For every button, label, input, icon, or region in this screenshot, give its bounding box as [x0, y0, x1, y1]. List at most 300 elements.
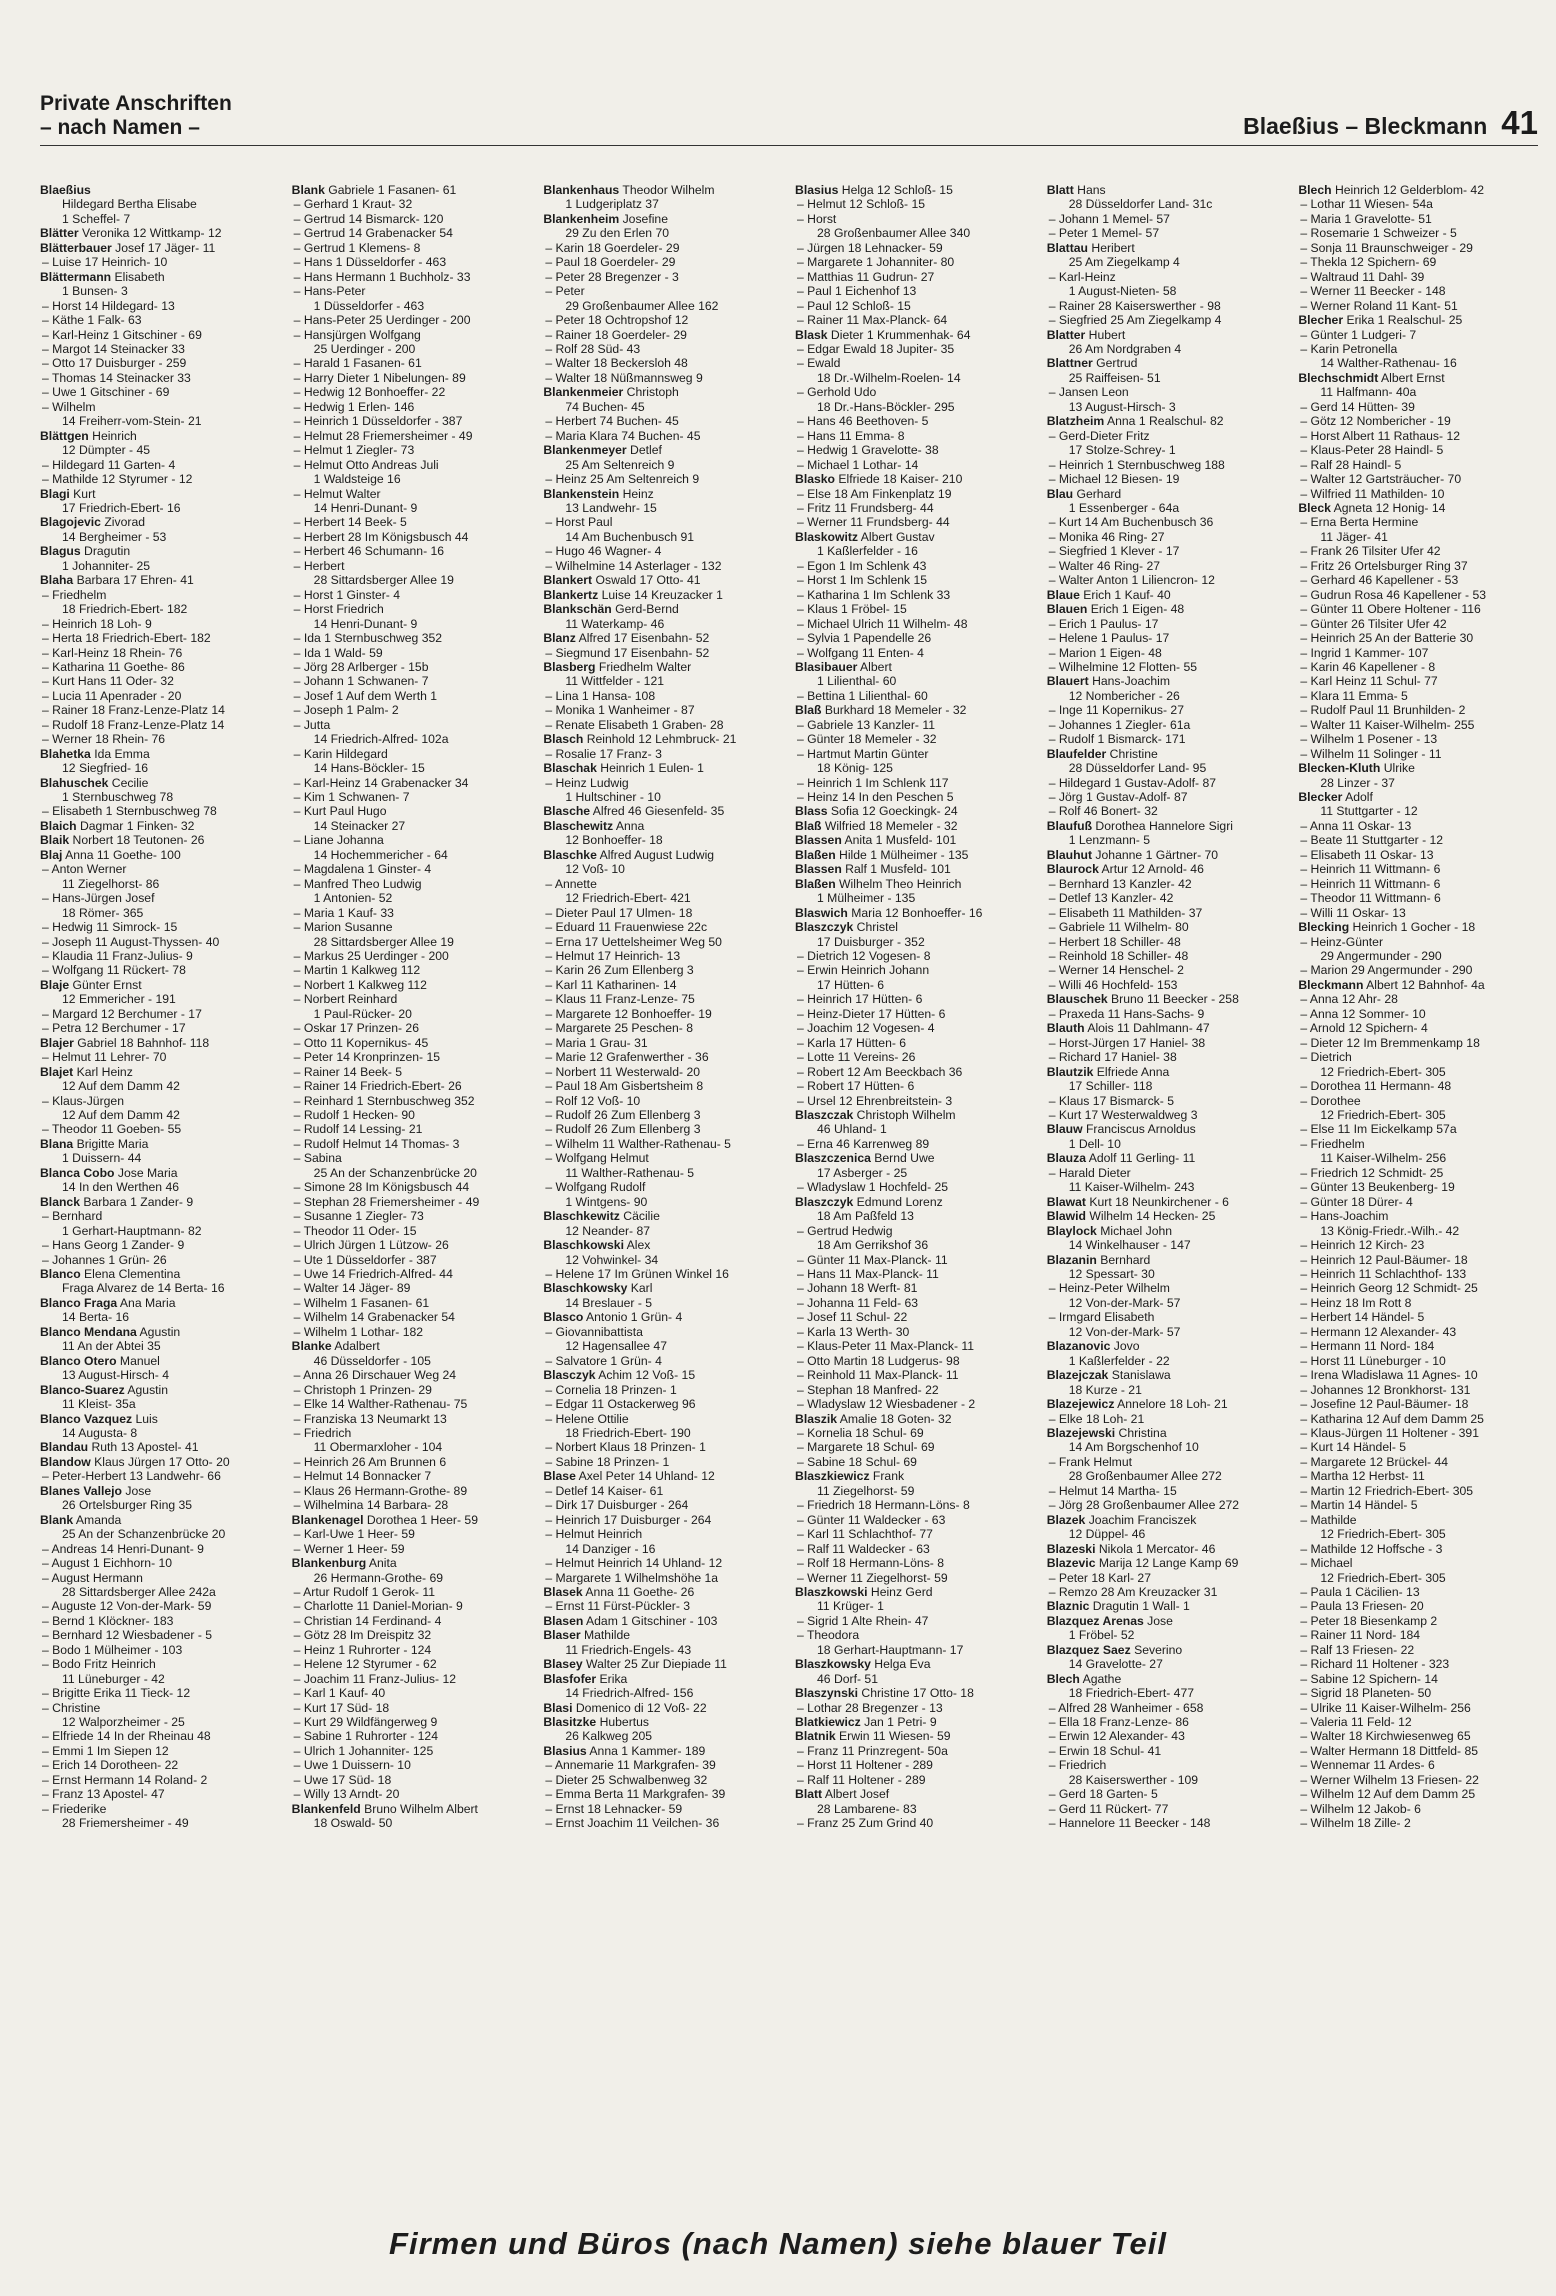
- directory-entry-line: – Wennemar 11 Ardes- 6: [1300, 1758, 1435, 1773]
- directory-entry-line: Blankenheim Josefine: [543, 211, 668, 226]
- directory-entry-line: – Norbert Reinhard: [293, 992, 398, 1007]
- directory-entry-line: – Hans 1 Düsseldorfer - 463: [293, 255, 447, 270]
- directory-entry-line: – Ute 1 Düsseldorfer - 387: [293, 1252, 437, 1267]
- directory-entry-line: 14 In den Werthen 46: [62, 1180, 179, 1195]
- directory-entry-line: 29 Angermunder - 290: [1320, 949, 1442, 964]
- directory-entry-line: 17 Asberger - 25: [817, 1165, 908, 1180]
- surname: Blatt: [795, 1787, 823, 1802]
- directory-entry-line: Blassen Anita 1 Musfeld- 101: [795, 833, 957, 848]
- directory-entry-line: Blätterbauer Josef 17 Jäger- 11: [40, 240, 216, 255]
- surname: Blana: [40, 1136, 74, 1151]
- directory-entry-line: – Sabine 18 Prinzen- 1: [545, 1454, 670, 1469]
- directory-entry-line: – Anna 11 Oskar- 13: [1300, 818, 1412, 833]
- directory-entry-line: – Wilhelm 12 Jakob- 6: [1300, 1801, 1421, 1816]
- directory-entry-line: – Richard 11 Holtener - 323: [1300, 1657, 1450, 1672]
- directory-entry-line: – Hans-Joachim: [1300, 1209, 1389, 1224]
- surname: Blaszczak: [795, 1108, 854, 1122]
- surname: Blazevic: [1046, 1556, 1096, 1571]
- directory-entry-line: – Markus 25 Uerdinger - 200: [293, 949, 449, 964]
- directory-entry-line: – Bodo Fritz Heinrich: [42, 1657, 156, 1672]
- directory-entry-line: – Walter 18 Beckersloh 48: [545, 356, 688, 371]
- directory-entry-line: – Horst Albert 11 Rathaus- 12: [1300, 428, 1461, 443]
- directory-entry-line: – Hugo 46 Wagner- 4: [545, 544, 662, 559]
- directory-entry-line: – Heinz 25 Am Seltenreich 9: [545, 472, 700, 487]
- surname: Blaszczyk: [795, 1194, 854, 1209]
- surname: Blasch: [543, 732, 584, 747]
- directory-entry-line: Blagi Kurt: [40, 486, 96, 501]
- directory-entry-line: – Helmut 12 Schloß- 15: [797, 197, 926, 212]
- directory-entry-line: Blaszczyk Edmund Lorenz: [795, 1194, 943, 1209]
- directory-entry-line: – Wilhelm 14 Grabenacker 54: [293, 1310, 455, 1325]
- directory-entry-line: – Rainer 28 Kaiserswerther - 98: [1048, 298, 1221, 313]
- directory-entry-line: – Irmgard Elisabeth: [1048, 1310, 1155, 1325]
- directory-entry-line: – Günter 18 Dürer- 4: [1300, 1194, 1413, 1209]
- directory-entry-line: Blaswich Maria 12 Bonhoeffer- 16: [795, 905, 983, 920]
- directory-entry-line: – Emma Berta 11 Markgrafen- 39: [545, 1787, 726, 1802]
- directory-entry-line: 11 Wittfelder - 121: [565, 674, 665, 689]
- surname: Blankert: [543, 573, 593, 588]
- directory-entry-line: – Manfred Theo Ludwig: [293, 876, 422, 891]
- directory-entry-line: – Karin 46 Kapellener - 8: [1300, 659, 1436, 674]
- directory-entry-line: Blatt Albert Josef: [795, 1787, 890, 1802]
- directory-entry-line: – Rolf 46 Bonert- 32: [1048, 804, 1158, 819]
- directory-entry-line: – Walter 14 Jäger- 89: [293, 1281, 411, 1296]
- directory-entry-line: – Horst 11 Holtener - 289: [797, 1758, 933, 1773]
- directory-entry-line: 12 Bonhoeffer- 18: [565, 833, 663, 848]
- directory-entry-line: – Gerhard 46 Kapellener - 53: [1300, 573, 1459, 588]
- directory-entry-line: Blaszkowski Heinz Gerd: [795, 1584, 933, 1599]
- surname: Blanco Vazquez: [40, 1411, 133, 1426]
- directory-entry-line: Blandau Ruth 13 Apostel- 41: [40, 1440, 199, 1455]
- directory-entry-line: 25 Uerdinger - 200: [313, 341, 416, 356]
- surname: Blasczyk: [543, 1368, 596, 1383]
- surname: Blauen: [1046, 602, 1088, 617]
- directory-entry-line: Blahuschek Cecilie: [40, 775, 149, 790]
- directory-entry-line: – Dietrich: [1300, 1050, 1352, 1065]
- directory-entry-line: – Theodor 11 Oder- 15: [293, 1223, 417, 1238]
- directory-entry-line: – Sonja 11 Braunschweiger - 29: [1300, 240, 1473, 255]
- surname: Blaufelder: [1046, 746, 1107, 761]
- directory-entry-line: – Helmut 17 Heinrich- 13: [545, 949, 681, 964]
- directory-entry-line: 17 Duisburger - 352: [817, 934, 925, 949]
- directory-entry-line: – Brigitte Erika 11 Tieck- 12: [42, 1686, 191, 1701]
- surname: Blecker: [1298, 790, 1343, 805]
- directory-entry-line: – Detlef 13 Kanzler- 42: [1048, 891, 1174, 906]
- surname: Blasibauer: [795, 659, 858, 674]
- directory-entry-line: – Sabine 18 Schul- 69: [797, 1454, 917, 1469]
- directory-entry-line: 17 Hütten- 6: [817, 977, 885, 992]
- directory-entry-line: – Heinrich 1 Sternbuschweg 188: [1048, 457, 1225, 472]
- directory-entry-line: – Jansen Leon: [1048, 385, 1129, 400]
- surname: Blech: [1046, 1671, 1080, 1686]
- directory-entry-line: 18 Friedrich-Ebert- 182: [62, 602, 188, 617]
- directory-entry-line: Blaylock Michael John: [1046, 1223, 1173, 1238]
- directory-entry-line: – Margarete 1 Johanniter- 80: [797, 255, 955, 270]
- directory-entry-line: – Werner Wilhelm 13 Friesen- 22: [1300, 1772, 1479, 1787]
- directory-entry-line: – Theodor 11 Wittmann- 6: [1300, 891, 1441, 906]
- surname: Blankenmeier: [543, 385, 624, 400]
- directory-entry-line: – Rosalie 17 Franz- 3: [545, 746, 662, 761]
- directory-entry-line: Blankenmeier Christoph: [543, 385, 679, 400]
- surname: Blauza: [1046, 1151, 1086, 1166]
- surname: Blawat: [1046, 1194, 1086, 1209]
- directory-entry-line: – Stephan 28 Friemersheimer - 49: [293, 1194, 480, 1209]
- directory-entry-line: – Auguste 12 Von-der-Mark- 59: [42, 1599, 212, 1614]
- directory-entry-line: Blatzheim Anna 1 Realschul- 82: [1046, 414, 1224, 429]
- directory-entry-line: – Maria Klara 74 Buchen- 45: [545, 428, 701, 443]
- directory-entry-line: – Wilfried 11 Mathilden- 10: [1300, 486, 1445, 501]
- directory-entry-line: 25 An der Schanzenbrücke 20: [313, 1165, 477, 1180]
- directory-entry-line: – Wilhelm 1 Lothar- 182: [293, 1324, 424, 1339]
- surname: Blaznic: [1046, 1599, 1090, 1614]
- directory-entry-line: – Karl-Heinz 14 Grabenacker 34: [293, 775, 469, 790]
- directory-entry-line: – Monika 46 Ring- 27: [1048, 529, 1165, 544]
- directory-entry-line: Blanco Vazquez Luis: [40, 1411, 158, 1426]
- directory-entry-line: – Inge 11 Kopernikus- 27: [1048, 703, 1184, 718]
- directory-entry-line: – Marie 12 Grafenwerther - 36: [545, 1050, 709, 1065]
- directory-entry-line: – Wilhelmine 12 Flotten- 55: [1048, 659, 1198, 674]
- directory-entry-line: – Maria 1 Gravelotte- 51: [1300, 211, 1432, 226]
- directory-entry-line: – Christian 14 Ferdinand- 4: [293, 1613, 442, 1628]
- directory-entry-line: Blagojevic Zivorad: [40, 515, 145, 530]
- directory-entry-line: 11 Krüger- 1: [817, 1599, 884, 1614]
- surname: Blanco Mendana: [40, 1324, 137, 1339]
- surname: Blasius: [795, 183, 839, 197]
- directory-entry-line: – Jörg 1 Gustav-Adolf- 87: [1048, 790, 1188, 805]
- surname: Blasen: [543, 1613, 584, 1628]
- directory-entry-line: – Josef 1 Auf dem Werth 1: [293, 688, 438, 703]
- directory-entry-line: 1 Bunsen- 3: [62, 284, 128, 299]
- surname: Blanca Cobo: [40, 1165, 115, 1180]
- surname: Blandow: [40, 1454, 91, 1469]
- directory-entry-line: – Otto 17 Duisburger - 259: [42, 356, 187, 371]
- directory-entry-line: – Reinhold 11 Max-Planck- 11: [797, 1368, 959, 1383]
- directory-entry-line: Blandow Klaus Jürgen 17 Otto- 20: [40, 1454, 230, 1469]
- directory-column-6: [1298, 183, 1538, 2128]
- directory-entry-line: – Renate Elisabeth 1 Graben- 28: [545, 717, 724, 732]
- directory-entry-line: – August 1 Eichhorn- 10: [42, 1556, 173, 1571]
- surname: Blaschke: [543, 847, 597, 862]
- directory-entry-line: Blanck Barbara 1 Zander- 9: [40, 1194, 194, 1209]
- directory-entry-line: Blattner Gertrud: [1046, 356, 1138, 371]
- directory-entry-line: – Kurt 14 Händel- 5: [1300, 1440, 1407, 1455]
- surname: Bleck: [1298, 500, 1331, 515]
- directory-entry-line: – Paul 1 Eichenhof 13: [797, 284, 917, 299]
- directory-entry-line: – Dieter 12 Im Bremmenkamp 18: [1300, 1035, 1480, 1050]
- directory-entry-line: 12 Auf dem Damm 42: [62, 1079, 180, 1094]
- directory-entry-line: – Karl 11 Katharinen- 14: [545, 977, 677, 992]
- directory-entry-line: 1 Duissern- 44: [62, 1151, 142, 1166]
- directory-entry-line: 11 Ziegelhorst- 86: [62, 876, 160, 891]
- directory-entry-line: 12 Walporzheimer - 25: [62, 1715, 185, 1730]
- directory-entry-line: – Horst 1 Ginster- 4: [293, 587, 401, 602]
- surname: Blagi: [40, 486, 70, 501]
- directory-entry-line: 12 Friedrich-Ebert- 305: [1320, 1108, 1446, 1122]
- directory-entry-line: – Herbert 14 Händel- 5: [1300, 1310, 1425, 1325]
- directory-entry-line: – Hans Hermann 1 Buchholz- 33: [293, 269, 471, 284]
- surname: Blankenagel: [291, 1512, 364, 1527]
- directory-entry-line: – Günter 11 Obere Holtener - 116: [1300, 602, 1481, 617]
- surname: Blazquez Arenas: [1046, 1613, 1144, 1628]
- surname: Blasitzke: [543, 1715, 597, 1730]
- surname: Blaue: [1046, 587, 1080, 602]
- directory-entry-line: – Andreas 14 Henri-Dunant- 9: [42, 1541, 204, 1556]
- directory-entry-line: – Wladyslaw 1 Hochfeld- 25: [797, 1180, 949, 1195]
- directory-entry-line: – Martin 12 Friedrich-Ebert- 305: [1300, 1483, 1474, 1498]
- directory-entry-line: 18 Dr.-Hans-Böckler- 295: [817, 399, 955, 414]
- surname: Blaßen: [795, 847, 836, 862]
- directory-entry-line: – Rolf 28 Süd- 43: [545, 341, 641, 356]
- surname: Blasek: [543, 1584, 583, 1599]
- directory-entry-line: – Peter: [545, 284, 585, 299]
- directory-entry-line: – August Hermann: [42, 1570, 143, 1585]
- directory-entry-line: 13 August-Hirsch- 4: [62, 1368, 170, 1383]
- directory-entry-line: – Helmut 1 Ziegler- 73: [293, 443, 415, 458]
- directory-entry-line: – Wilhelmina 14 Barbara- 28: [293, 1498, 449, 1513]
- directory-entry-line: Blasitzke Hubertus: [543, 1715, 650, 1730]
- directory-entry-line: Blawat Kurt 18 Neunkirchener - 6: [1046, 1194, 1229, 1209]
- directory-entry-line: – Ursel 12 Ehrenbreitstein- 3: [797, 1093, 953, 1108]
- directory-entry-line: Blaje Günter Ernst: [40, 977, 142, 992]
- directory-entry-line: – Horst-Jürgen 17 Haniel- 38: [1048, 1035, 1206, 1050]
- directory-entry-line: Blatkiewicz Jan 1 Petri- 9: [795, 1715, 937, 1730]
- directory-entry-line: – Kurt 14 Am Buchenbusch 36: [1048, 515, 1214, 530]
- directory-entry-line: – Helmut Heinrich: [545, 1527, 643, 1542]
- directory-entry-line: – Heinrich 25 An der Batterie 30: [1300, 631, 1474, 646]
- directory-entry-line: – Johannes 12 Bronkhorst- 131: [1300, 1382, 1471, 1397]
- surname: Blankenhaus: [543, 183, 620, 197]
- directory-entry-line: 13 August-Hirsch- 3: [1068, 399, 1176, 414]
- directory-entry-line: – Reinhard 1 Sternbuschweg 352: [293, 1093, 475, 1108]
- directory-entry-line: Blasen Adam 1 Gitschiner - 103: [543, 1613, 718, 1628]
- directory-entry-line: 18 König- 125: [817, 761, 893, 776]
- surname: Bleckmann: [1298, 977, 1364, 992]
- directory-entry-line: – Wilhelm: [42, 399, 96, 414]
- directory-entry-line: – Irena Wladislawa 11 Agnes- 10: [1300, 1368, 1478, 1383]
- directory-entry-line: – Helene Ottilie: [545, 1411, 629, 1426]
- directory-entry-line: 1 Ludgeriplatz 37: [565, 197, 659, 212]
- directory-entry-line: Blaszynski Christine 17 Otto- 18: [795, 1686, 974, 1701]
- surname: Blagus: [40, 544, 81, 559]
- directory-entry-line: Blanke Adalbert: [291, 1339, 380, 1354]
- directory-entry-line: – Klaus 11 Franz-Lenze- 75: [545, 992, 695, 1007]
- directory-entry-line: Blaszczak Christoph Wilhelm: [795, 1108, 956, 1122]
- directory-entry-line: – Bodo 1 Mülheimer - 103: [42, 1642, 183, 1657]
- directory-entry-line: – Monika 1 Wanheimer - 87: [545, 703, 695, 718]
- directory-entry-line: – Günter 13 Beukenberg- 19: [1300, 1180, 1455, 1195]
- directory-entry-line: – Heinrich 1 Düsseldorfer - 387: [293, 414, 463, 429]
- directory-entry-line: – Karin Hildegard: [293, 746, 388, 761]
- directory-entry-line: – Martin 1 Kalkweg 112: [293, 963, 421, 978]
- surname: Blasfofer: [543, 1671, 597, 1686]
- surname: Blazanin: [1046, 1252, 1097, 1267]
- directory-entry-line: 28 Großenbaumer Allee 340: [817, 226, 971, 241]
- surname: Blankenheim: [543, 211, 620, 226]
- directory-entry-line: – Franz 25 Zum Grind 40: [797, 1816, 934, 1831]
- directory-entry-line: [40, 183, 280, 197]
- surname: Blanz: [543, 631, 576, 646]
- surname: Blaschkowsky: [543, 1281, 628, 1296]
- directory-entry-line: – Karl 1 Kauf- 40: [293, 1686, 386, 1701]
- directory-entry-line: – Martha 12 Herbst- 11: [1300, 1469, 1425, 1484]
- directory-entry-line: – Joseph 1 Palm- 2: [293, 703, 399, 718]
- directory-entry-line: – Dieter 25 Schwalbenweg 32: [545, 1772, 708, 1787]
- directory-entry-line: – Sigrid 1 Alte Rhein- 47: [797, 1613, 929, 1628]
- directory-entry-line: Blankenburg Anita: [291, 1556, 397, 1571]
- directory-entry-line: Blankenfeld Bruno Wilhelm Albert: [291, 1801, 478, 1816]
- directory-column-2: [292, 183, 532, 2128]
- directory-entry-line: – Annette: [545, 876, 597, 891]
- directory-column-4: [795, 183, 1035, 2128]
- directory-entry-line: – Wladyslaw 12 Wiesbadener - 2: [797, 1397, 976, 1412]
- directory-entry-line: – Hedwig 12 Bonhoeffer- 22: [293, 385, 446, 400]
- directory-entry-line: 1 Dell- 10: [1068, 1136, 1121, 1151]
- directory-entry-line: Blankertz Luise 14 Kreuzacker 1: [543, 587, 723, 602]
- directory-entry-line: – Anna 26 Dirschauer Weg 24: [293, 1368, 457, 1383]
- directory-entry-line: – Rainer 11 Nord- 184: [1300, 1628, 1421, 1643]
- directory-entry-line: – Rainer 14 Beek- 5: [293, 1064, 403, 1079]
- directory-entry-line: – Gabriele 11 Wilhelm- 80: [1048, 920, 1189, 935]
- directory-entry-line: – Waltraud 11 Dahl- 39: [1300, 269, 1425, 284]
- directory-entry-line: – Ewald: [797, 356, 841, 371]
- surname: Blankenfeld: [291, 1801, 361, 1816]
- directory-entry-line: – Ingrid 1 Kammer- 107: [1300, 645, 1429, 660]
- directory-entry-line: 74 Buchen- 45: [565, 399, 645, 414]
- header-name-range: Blaeßius – Bleckmann: [1243, 113, 1488, 139]
- directory-entry-line: 14 Danziger - 16: [565, 1541, 656, 1556]
- surname: Blaschkewitz: [543, 1209, 620, 1224]
- directory-entry-line: 12 Friedrich-Ebert- 421: [565, 891, 691, 906]
- directory-entry-line: – Beate 11 Stuttgarter - 12: [1300, 833, 1444, 848]
- directory-entry-line: – Heinrich 11 Wittmann- 6: [1300, 862, 1441, 877]
- directory-entry-line: – Hartmut Martin Günter: [797, 746, 929, 761]
- directory-entry-line: 12 Spessart- 30: [1068, 1266, 1155, 1281]
- directory-entry-line: – Rainer 14 Friedrich-Ebert- 26: [293, 1079, 462, 1094]
- directory-entry-line: – Walter 18 Kirchwiesenweg 65: [1300, 1729, 1471, 1744]
- directory-entry-line: Blech Heinrich 12 Gelderblom- 42: [1298, 183, 1484, 197]
- directory-entry-line: – Klaudia 11 Franz-Julius- 9: [42, 949, 193, 964]
- directory-entry-line: – Johannes 1 Ziegler- 61a: [1048, 717, 1191, 732]
- directory-entry-line: 14 Hochemmericher - 64: [313, 847, 448, 862]
- directory-entry-line: – Hermann 11 Nord- 184: [1300, 1339, 1435, 1354]
- directory-entry-line: Blatnik Erwin 11 Wiesen- 59: [795, 1729, 951, 1744]
- surname: Blauhut: [1046, 847, 1093, 862]
- directory-entry-line: – Rainer 18 Goerdeler- 29: [545, 327, 687, 342]
- directory-entry-line: – Horst 11 Lüneburger - 10: [1300, 1353, 1446, 1368]
- directory-entry-line: Blecken-Kluth Ulrike: [1298, 761, 1415, 776]
- directory-entry-line: – Harald 1 Fasanen- 61: [293, 356, 422, 371]
- directory-entry-line: – Günter 11 Waldecker - 63: [797, 1512, 946, 1527]
- directory-entry-line: – Klaus-Peter 11 Max-Planck- 11: [797, 1339, 975, 1354]
- directory-entry-line: Blanco Elena Clementina: [40, 1266, 181, 1281]
- directory-entry-line: – Bernhard: [42, 1209, 103, 1224]
- directory-entry-line: 12 Friedrich-Ebert- 305: [1320, 1064, 1446, 1079]
- surname: Blaik: [40, 833, 70, 848]
- surname: Blaj: [40, 847, 63, 862]
- surname: Blagojevic: [40, 515, 101, 530]
- directory-entry-line: 18 Friedrich-Ebert- 477: [1068, 1686, 1195, 1701]
- directory-entry-line: – Uwe 1 Gitschiner - 69: [42, 385, 170, 400]
- directory-entry-line: Blank Amanda: [40, 1512, 122, 1527]
- directory-entry-line: 1 Kaßlerfelder - 22: [1068, 1353, 1170, 1368]
- directory-entry-line: – Gerd 14 Hütten- 39: [1300, 399, 1415, 414]
- directory-entry-line: – Katharina 12 Auf dem Damm 25: [1300, 1411, 1484, 1426]
- directory-entry-line: – Margarete 12 Bonhoeffer- 19: [545, 1006, 712, 1021]
- directory-entry-line: Blauschek Bruno 11 Beecker - 258: [1046, 992, 1239, 1007]
- directory-entry-line: – Elisabeth 11 Mathilden- 37: [1048, 905, 1203, 920]
- directory-entry-line: 12 Friedrich-Ebert- 305: [1320, 1570, 1446, 1585]
- directory-entry-line: – Stephan 18 Manfred- 22: [797, 1382, 939, 1397]
- surname: Blauth: [1046, 1021, 1085, 1036]
- directory-entry-line: – Friederike: [42, 1801, 107, 1816]
- directory-entry-line: – Peter 1 Memel- 57: [1048, 226, 1160, 241]
- directory-entry-line: – Fritz 11 Frundsberg- 44: [797, 500, 934, 515]
- directory-entry-line: – Erwin 12 Alexander- 43: [1048, 1729, 1185, 1744]
- directory-entry-line: – Werner 11 Frundsberg- 44: [797, 515, 950, 530]
- directory-entry-line: – Erich 14 Dorotheen- 22: [42, 1758, 179, 1773]
- directory-entry-line: Blasco Antonio 1 Grün- 4: [543, 1310, 683, 1325]
- surname: Blaszkowsky: [795, 1657, 871, 1672]
- directory-entry-line: – Lothar 11 Wiesen- 54a: [1300, 197, 1433, 212]
- directory-entry-line: 14 Friedrich-Alfred- 102a: [313, 732, 449, 747]
- directory-entry-line: – Harry Dieter 1 Nibelungen- 89: [293, 370, 466, 385]
- directory-entry-line: – Thekla 12 Spichern- 69: [1300, 255, 1437, 270]
- directory-entry-line: Blättgen Heinrich: [40, 428, 137, 443]
- directory-entry-line: 46 Düsseldorfer - 105: [313, 1353, 431, 1368]
- surname: Blanco Fraga: [40, 1295, 118, 1310]
- directory-entry-line: – Joseph 11 August-Thyssen- 40: [42, 934, 220, 949]
- surname: Blasi: [543, 1700, 573, 1715]
- surname: Blaß: [795, 703, 822, 718]
- directory-entry-line: – Erich 1 Paulus- 17: [1048, 616, 1159, 631]
- surname: Blättermann: [40, 269, 112, 284]
- directory-entry-line: – Norbert 11 Westerwald- 20: [545, 1064, 701, 1079]
- surname: Blajer: [40, 1035, 74, 1050]
- directory-entry-line: – Ralf 28 Haindl- 5: [1300, 457, 1402, 472]
- surname: Blank: [291, 183, 325, 197]
- directory-entry-line: 17 Friedrich-Ebert- 16: [62, 500, 181, 515]
- directory-entry-line: – Horst Friedrich: [293, 602, 384, 617]
- directory-entry-line: – Klaus-Jürgen 11 Holtener - 391: [1300, 1425, 1479, 1440]
- directory-entry-line: – Gerd 11 Rückert- 77: [1048, 1801, 1169, 1816]
- header-rule: [40, 145, 1538, 146]
- surname: Blanco Otero: [40, 1353, 117, 1368]
- directory-entry-line: – Peter 18 Ochtropshof 12: [545, 313, 689, 328]
- directory-entry-line: – Heinrich 12 Paul-Bäumer- 18: [1300, 1252, 1468, 1267]
- surname: Blankschän: [543, 602, 612, 617]
- directory-entry-line: Blazanovic Jovo: [1046, 1339, 1140, 1354]
- directory-entry-line: – Siegmund 17 Eisenbahn- 52: [545, 645, 710, 660]
- directory-entry-line: Blazquez Saez Severino: [1046, 1642, 1183, 1657]
- directory-entry-line: – Hermann 12 Alexander- 43: [1300, 1324, 1457, 1339]
- directory-entry-line: – Erna 17 Uettelsheimer Weg 50: [545, 934, 722, 949]
- directory-entry-line: Blecher Erika 1 Realschul- 25: [1298, 313, 1463, 328]
- directory-entry-line: Blaschkewitz Cäcilie: [543, 1209, 660, 1224]
- directory-entry-line: Blau Gerhard: [1046, 486, 1122, 501]
- directory-entry-line: 1 Hultschiner - 10: [565, 790, 661, 805]
- directory-entry-line: Blaszik Amalie 18 Goten- 32: [795, 1411, 952, 1426]
- directory-entry-line: – Peter 28 Bregenzer - 3: [545, 269, 679, 284]
- directory-entry-line: – Jörg 28 Großenbaumer Allee 272: [1048, 1498, 1240, 1513]
- directory-entry-line: – Herta 18 Friedrich-Ebert- 182: [42, 631, 211, 646]
- directory-entry-line: 14 Berta- 16: [62, 1310, 130, 1325]
- directory-entry-line: – Franz 13 Apostel- 47: [42, 1787, 165, 1802]
- directory-entry-line: – Wilhelm 11 Solinger - 11: [1300, 746, 1442, 761]
- surname: Blahetka: [40, 746, 91, 761]
- directory-entry-line: – Johann 1 Memel- 57: [1048, 211, 1170, 226]
- directory-entry-line: – Franziska 13 Neumarkt 13: [293, 1411, 447, 1426]
- surname: Blaszynski: [795, 1686, 859, 1701]
